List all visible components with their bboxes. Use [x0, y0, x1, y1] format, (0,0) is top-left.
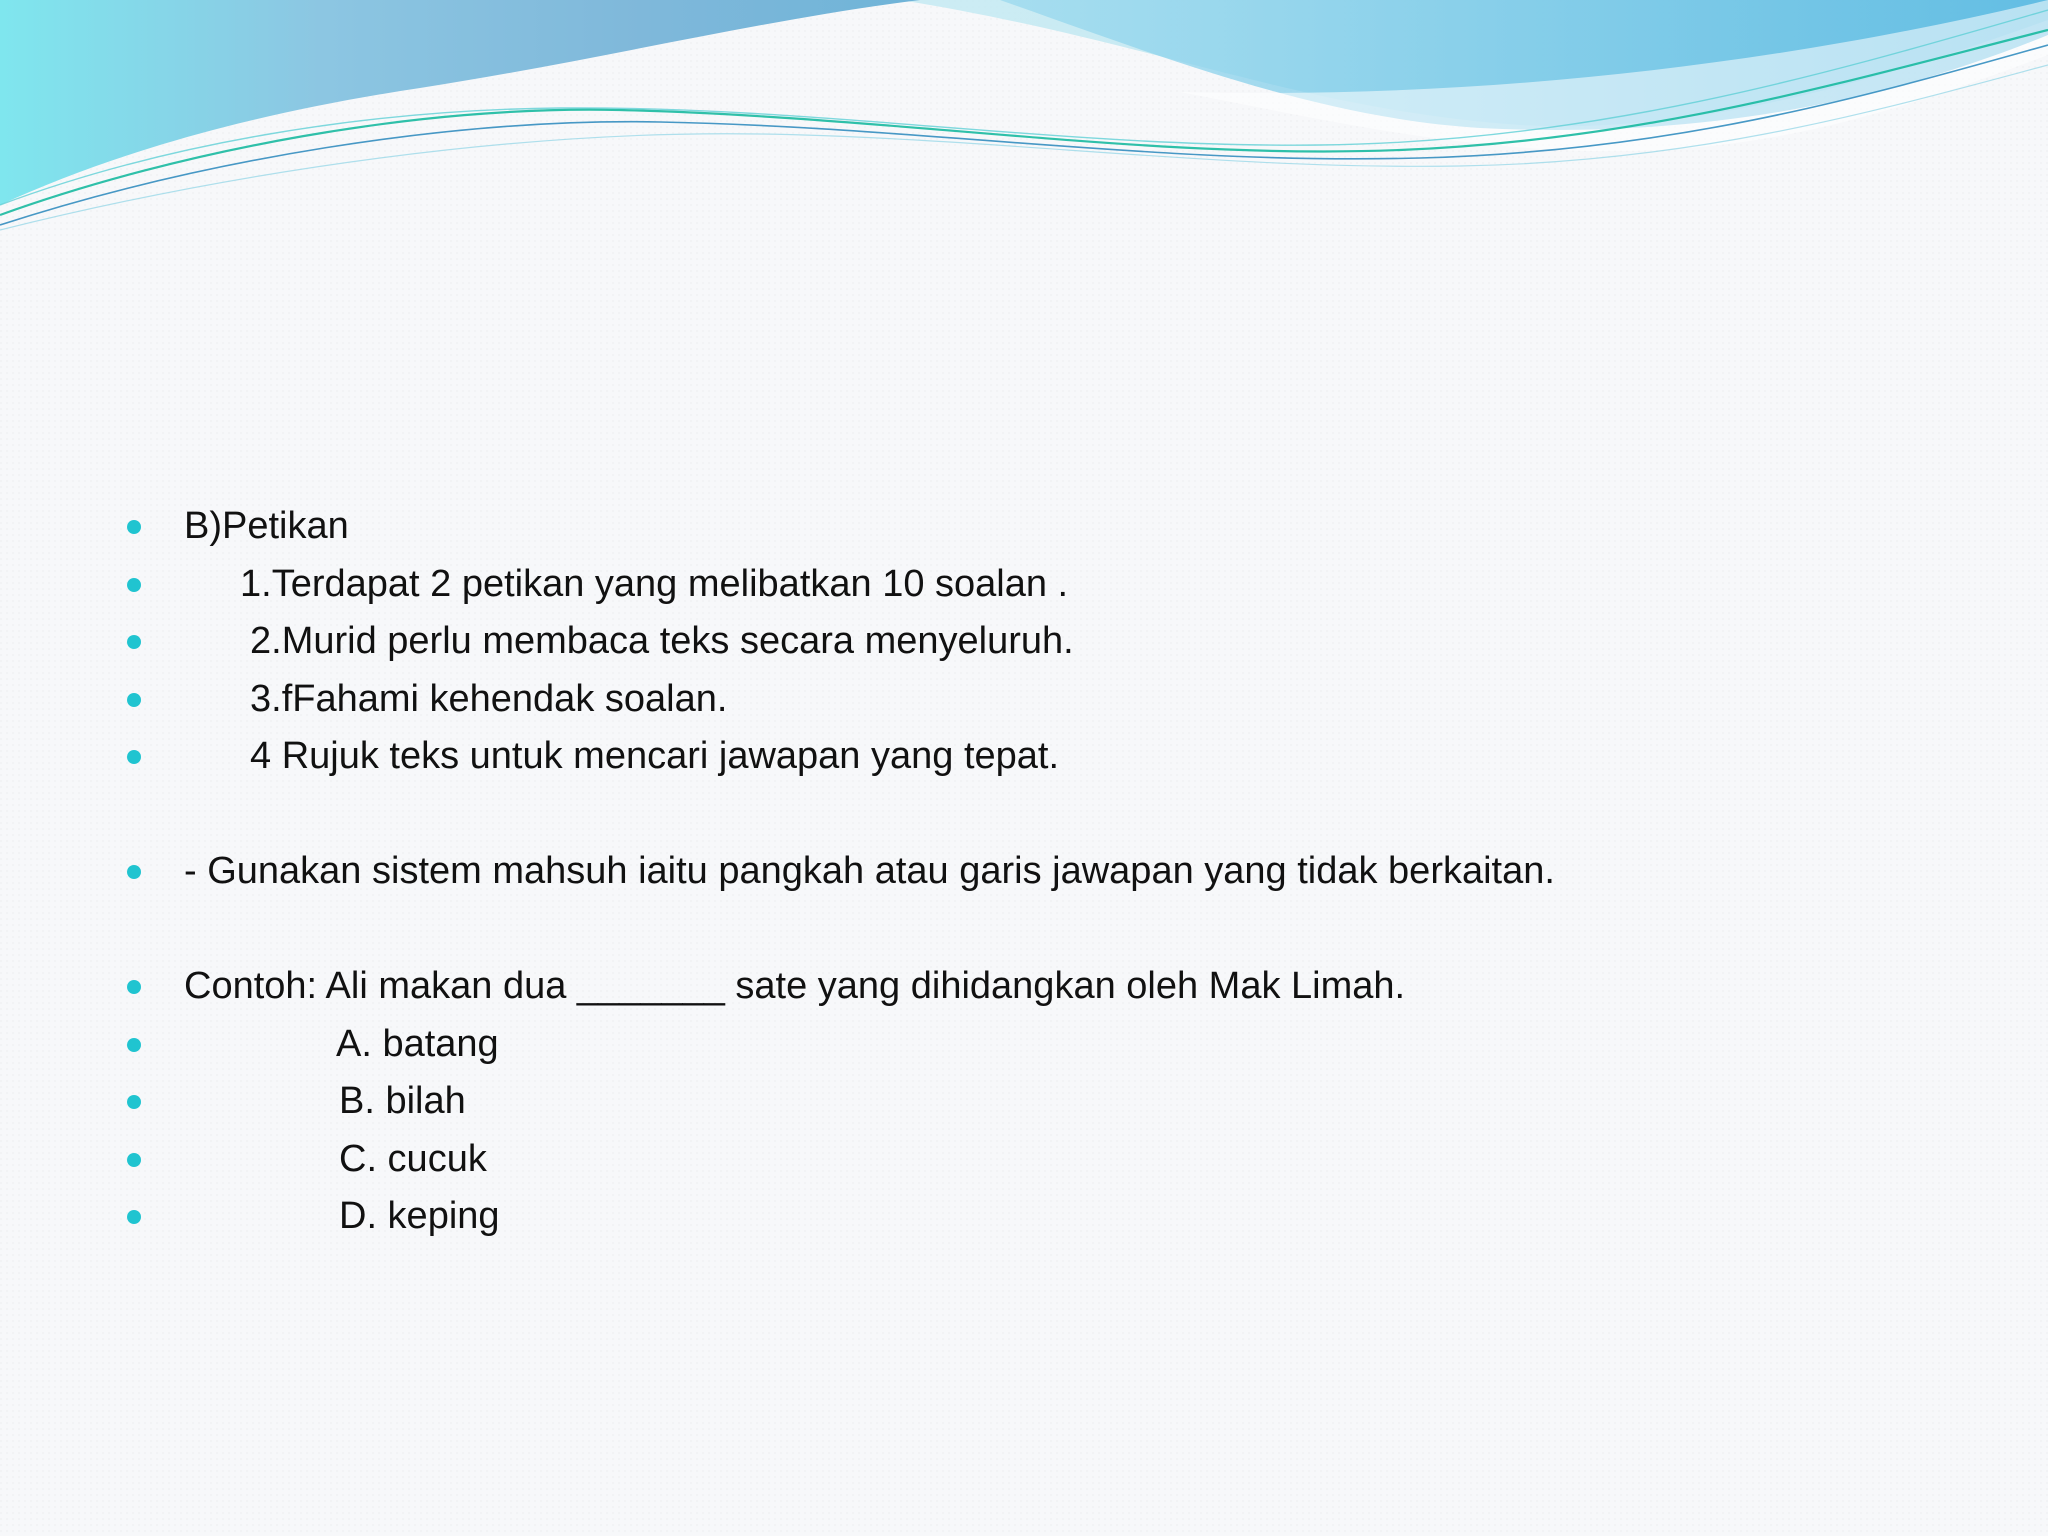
- bullet-item: [118, 671, 1938, 729]
- bullet-dot-icon: [127, 578, 141, 592]
- bullet-dot-icon: [127, 520, 141, 534]
- bullet-item: [118, 613, 1938, 671]
- bullet-dot-icon: [127, 980, 141, 994]
- bullet-dot-icon: [127, 1210, 141, 1224]
- bullet-text: 2.Murid perlu membaca teks secara menyeluruh.: [250, 620, 1074, 662]
- bullet-dot-icon: [127, 1095, 141, 1109]
- bullet-text: D. keping: [339, 1195, 500, 1237]
- bullet-text: B)Petikan: [184, 505, 349, 547]
- bullet-item: [118, 1016, 1938, 1074]
- bullet-item: [118, 1073, 1938, 1131]
- bullet-item: [118, 728, 1938, 786]
- bullet-item: [118, 843, 1938, 901]
- bullet-dot-icon: [127, 1038, 141, 1052]
- bullet-item: [118, 498, 1938, 556]
- bullet-dot-icon: [127, 750, 141, 764]
- bullet-dot-icon: [127, 865, 141, 879]
- bullet-text: Contoh: Ali makan dua _______ sate yang dihidangkan oleh Mak Limah.: [184, 965, 1406, 1007]
- bullet-item: [118, 1188, 1938, 1246]
- bullet-list: [118, 498, 1938, 1246]
- bullet-text: 3.fFahami kehendak soalan.: [250, 677, 728, 720]
- header-wave-banner: [0, 0, 2048, 240]
- bullet-text: - Gunakan sistem mahsuh iaitu pangkah atau garis jawapan yang tidak berkaitan.: [184, 850, 1555, 892]
- bullet-dot-icon: [127, 1153, 141, 1167]
- bullet-text: B. bilah: [339, 1080, 466, 1122]
- bullet-dot-icon: [127, 693, 141, 707]
- bullet-text: 4 Rujuk teks untuk mencari jawapan yang tepat.: [250, 735, 1060, 777]
- bullet-item: [118, 958, 1938, 1016]
- bullet-text: C. cucuk: [339, 1137, 487, 1180]
- bullet-text: A. batang: [336, 1022, 499, 1065]
- bullet-text: 1.Terdapat 2 petikan yang melibatkan 10 soalan .: [240, 562, 1069, 605]
- bullet-dot-icon: [127, 635, 141, 649]
- bullet-item: [118, 1131, 1938, 1189]
- bullet-item: [118, 556, 1938, 614]
